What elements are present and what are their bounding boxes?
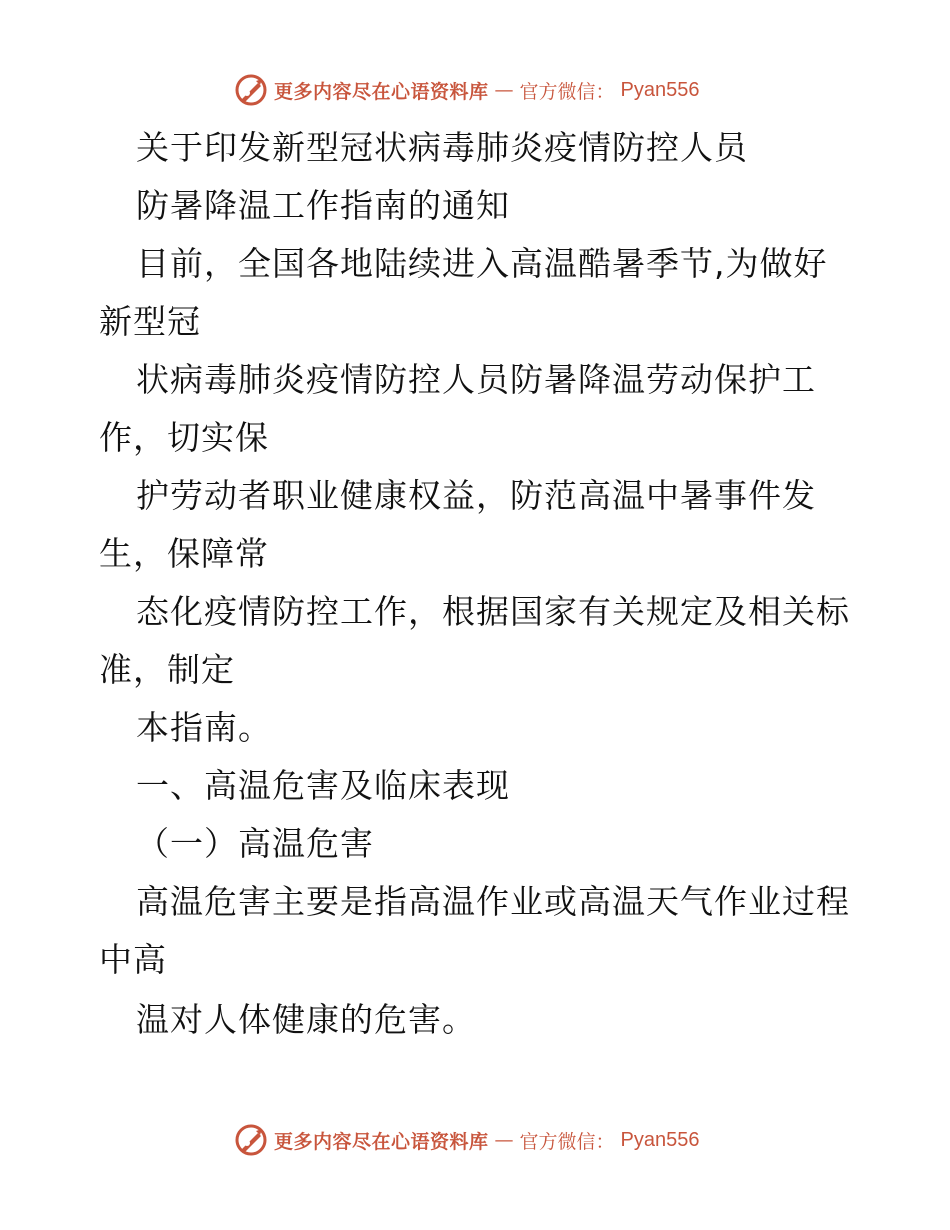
paragraph-line: 中高 <box>99 940 167 979</box>
paragraph-line: 温对人体健康的危害。 <box>136 1000 476 1039</box>
logo-icon <box>234 73 268 107</box>
paragraph-line: 作，切实保 <box>99 418 269 457</box>
paragraph-line: 态化疫情防控工作，根据国家有关规定及相关标 <box>136 592 850 631</box>
banner-title: 更多内容尽在心语资料库 <box>274 1130 489 1153</box>
paragraph-line: 状病毒肺炎疫情防控人员防暑降温劳动保护工 <box>136 360 816 399</box>
section-heading: 一、高温危害及临床表现 <box>136 766 510 805</box>
footer-banner <box>234 1122 700 1158</box>
paragraph-line: 生，保障常 <box>99 534 269 573</box>
paragraph-line: 本指南。 <box>136 708 272 747</box>
paragraph-line: 护劳动者职业健康权益，防范高温中暑事件发 <box>136 476 816 515</box>
paragraph-line: 准，制定 <box>99 650 235 689</box>
header-banner <box>234 72 700 108</box>
banner-wechat-id: Pyan556 <box>620 78 700 101</box>
banner-wechat-label: 官方微信： <box>519 1130 615 1153</box>
logo-icon <box>234 1123 268 1157</box>
paragraph-line: 高温危害主要是指高温作业或高温天气作业过程 <box>136 882 850 921</box>
banner-title: 更多内容尽在心语资料库 <box>274 80 489 103</box>
subsection-heading: （一）高温危害 <box>136 824 374 863</box>
banner-wechat-label: 官方微信： <box>519 80 615 103</box>
paragraph-line: 目前，全国各地陆续进入高温酷暑季节,为做好 <box>136 244 828 283</box>
banner-wechat-id: Pyan556 <box>620 1128 700 1151</box>
doc-title-line-2: 防暑降温工作指南的通知 <box>136 186 510 225</box>
paragraph-line: 新型冠 <box>99 302 201 341</box>
banner-separator: — <box>494 79 514 101</box>
doc-title-line-1: 关于印发新型冠状病毒肺炎疫情防控人员 <box>136 128 748 167</box>
banner-separator: — <box>494 1129 514 1151</box>
